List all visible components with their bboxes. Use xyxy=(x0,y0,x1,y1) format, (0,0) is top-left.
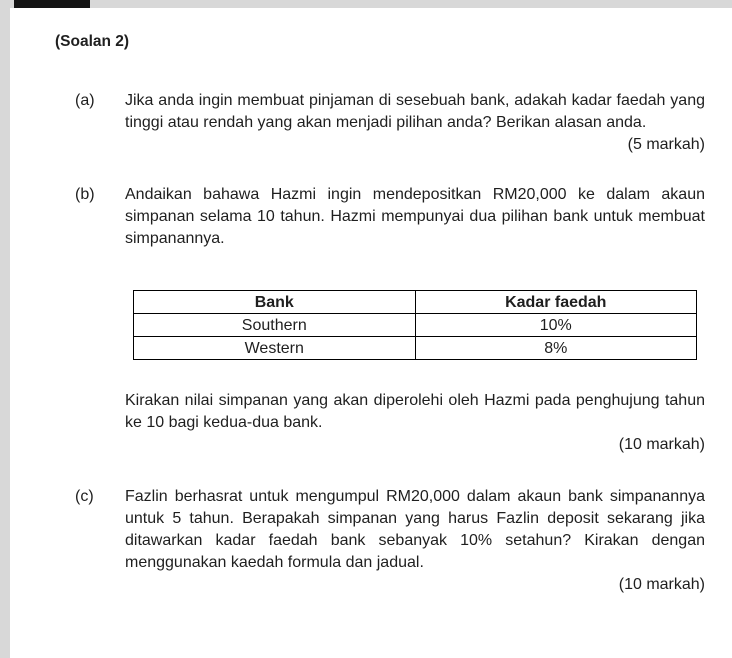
question-a-text: Jika anda ingin membuat pinjaman di sesebuah bank, adakah kadar faedah yang tinggi atau rendah yang akan menjadi pilihan anda? Berikan alasan anda. xyxy=(125,92,705,131)
question-c-text: Fazlin berhasrat untuk mengumpul RM20,000 dalam akaun bank simpanannya untuk 5 tahun. Berapakah simpanan yang harus Fazlin deposit sekarang jika ditawarkan kadar faedah bank sebanyak 10% setahun? Kirakan dengan menggunakan kaedah formula dan jadual. xyxy=(125,488,705,571)
question-a-label: (a) xyxy=(75,92,95,109)
scan-artifact-bar xyxy=(14,0,90,8)
table-cell-bank-southern: Southern xyxy=(134,314,416,337)
question-a xyxy=(55,90,705,156)
question-c-label: (c) xyxy=(75,488,94,505)
question-b-marks: (10 markah) xyxy=(618,436,705,453)
question-b xyxy=(55,184,705,456)
table-row xyxy=(134,337,697,360)
question-b-body xyxy=(125,184,705,456)
question-b-outro: Kirakan nilai simpanan yang akan diperolehi oleh Hazmi pada penghujung tahun ke 10 bagi kedua-dua bank. xyxy=(125,392,705,431)
table-header-row xyxy=(134,291,697,314)
table-cell-bank-western: Western xyxy=(134,337,416,360)
question-c-body xyxy=(125,486,705,596)
question-a-marks: (5 markah) xyxy=(627,136,705,153)
scan-edge-top xyxy=(0,0,732,8)
page-title: (Soalan 2) xyxy=(55,33,130,50)
scan-edge-left xyxy=(0,0,10,658)
question-b-label: (b) xyxy=(75,186,95,203)
question-b-intro: Andaikan bahawa Hazmi ingin mendepositkan RM20,000 ke dalam akaun simpanan selama 10 tahun. Hazmi mempunyai dua pilihan bank untuk membuat simpanannya. xyxy=(125,186,705,247)
document-page xyxy=(10,8,732,658)
bank-interest-table xyxy=(133,290,697,360)
question-c xyxy=(55,486,705,596)
table-cell-rate-southern: 10% xyxy=(415,314,697,337)
table-header-bank: Bank xyxy=(134,291,416,314)
question-a-body xyxy=(125,90,705,156)
table-row xyxy=(134,314,697,337)
table-cell-rate-western: 8% xyxy=(415,337,697,360)
table-header-kadar-faedah: Kadar faedah xyxy=(415,291,697,314)
question-c-marks: (10 markah) xyxy=(618,576,705,593)
